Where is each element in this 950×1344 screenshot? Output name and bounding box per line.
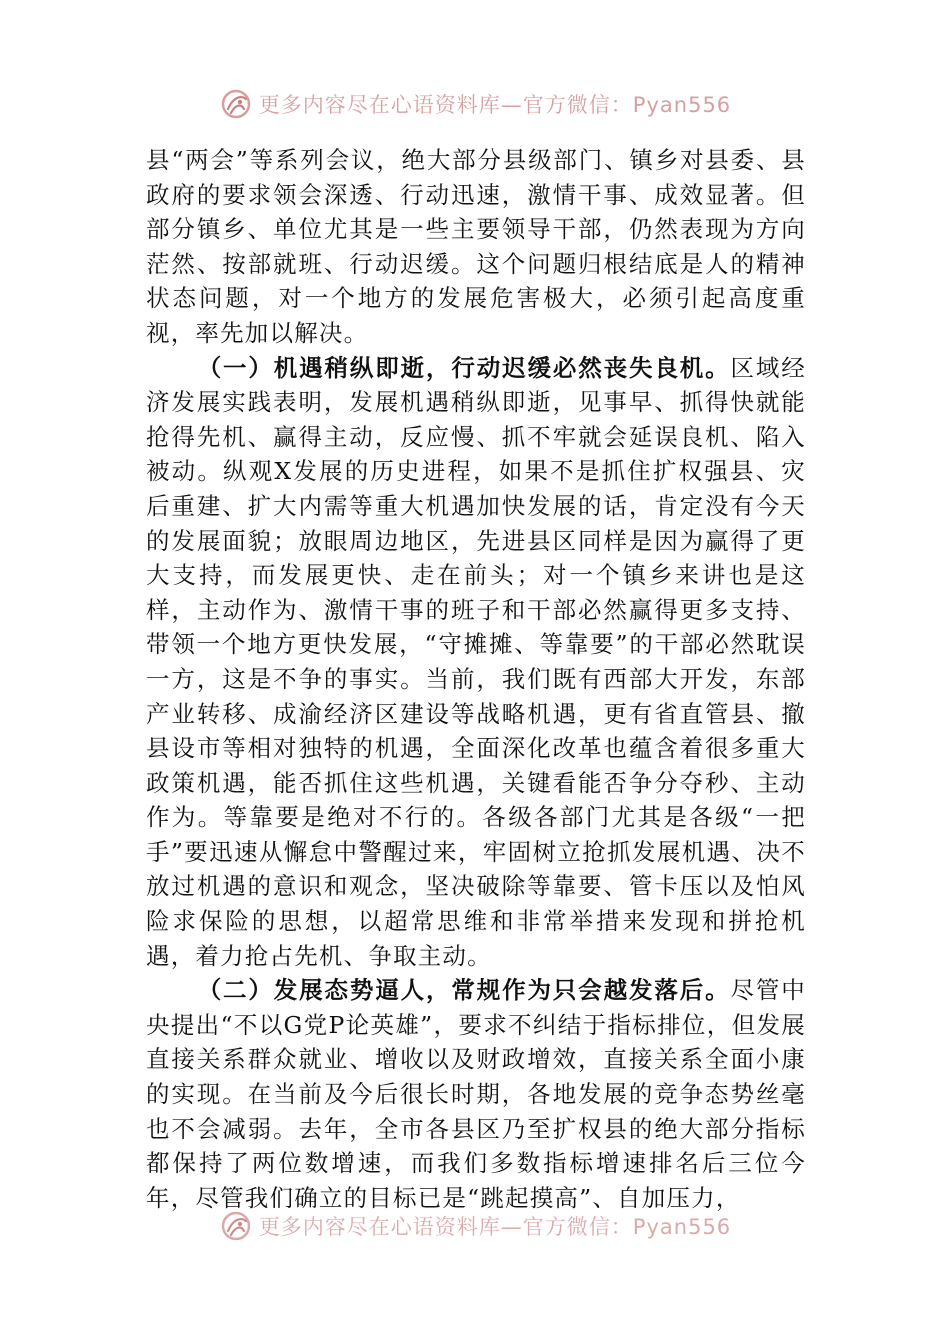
header-watermark bbox=[0, 84, 950, 124]
paragraph-section-1 bbox=[146, 351, 806, 974]
section-2-body: 尽管中央提出“不以G党P论英雄”，要求不纠结于指标排位，但发展直接关系群众就业、增收以及财政增效，直接关系全面小康的实现。在当前及今后很长时期，各地发展的竞争态势丝毫也不会减弱。去年，全市各县区乃至扩权县的绝大部分指标都保持了两位数增速，而我们多数指标增速排名后三位今年，尽管我们确立的目标已是“跳起摸高”、自加压力， bbox=[146, 976, 806, 1212]
watermark-text: 更多内容尽在心语资料库—官方微信：Pyan556 bbox=[258, 93, 732, 117]
paragraph-intro bbox=[146, 143, 806, 351]
calligraphy-seal-icon bbox=[219, 1209, 253, 1243]
footer-watermark bbox=[0, 1206, 950, 1246]
paragraph-section-2 bbox=[146, 973, 806, 1213]
watermark-text: 更多内容尽在心语资料库—官方微信：Pyan556 bbox=[258, 1215, 732, 1239]
paragraph-intro-body: 县“两会”等系列会议，绝大部分县级部门、镇乡对县委、县政府的要求领会深透、行动迅速，激情干事、成效显著。但部分镇乡、单位尤其是一些主要领导干部，仍然表现为方向茫然、按部就班、行动迟缓。这个问题归根结底是人的精神状态问题，对一个地方的发展危害极大，必须引起高度重视，率先加以解决。 bbox=[146, 146, 806, 347]
document-body bbox=[146, 143, 806, 1213]
section-1-heading: （一）机遇稍纵即逝，行动迟缓必然丧失良机。 bbox=[197, 353, 731, 382]
section-1-body: 区域经济发展实践表明，发展机遇稍纵即逝，见事早、抓得快就能抢得先机、赢得主动，反应慢、抓不牢就会延误良机、陷入被动。纵观X发展的历史进程，如果不是抓住扩权强县、灾后重建、扩大内需等重大机遇加快发展的话，肯定没有今天的发展面貌；放眼周边地区，先进县区同样是因为赢得了更大支持，而发展更快、走在前头；对一个镇乡来讲也是这样，主动作为、激情干事的班子和干部必然赢得更多支持、带领一个地方更快发展，“守摊摊、等靠要”的干部必然耽误一方，这是不争的事实。当前，我们既有西部大开发，东部产业转移、成渝经济区建设等战略机遇，更有省直管县、撤县设市等相对独特的机遇，全面深化改革也蕴含着很多重大政策机遇，能否抓住这些机遇，关键看能否争分夺秒、主动作为。等靠要是绝对不行的。各级各部门尤其是各级“一把手”要迅速从懈怠中警醒过来，牢固树立抢抓发展机遇、决不放过机遇的意识和观念，坚决破除等靠要、管卡压以及怕风险求保险的思想，以超常思维和非常举措来发现和拼抢机遇，着力抢占先机、争取主动。 bbox=[146, 353, 806, 970]
section-2-heading: （二）发展态势逼人，常规作为只会越发落后。 bbox=[197, 976, 731, 1005]
calligraphy-seal-icon bbox=[219, 87, 253, 121]
